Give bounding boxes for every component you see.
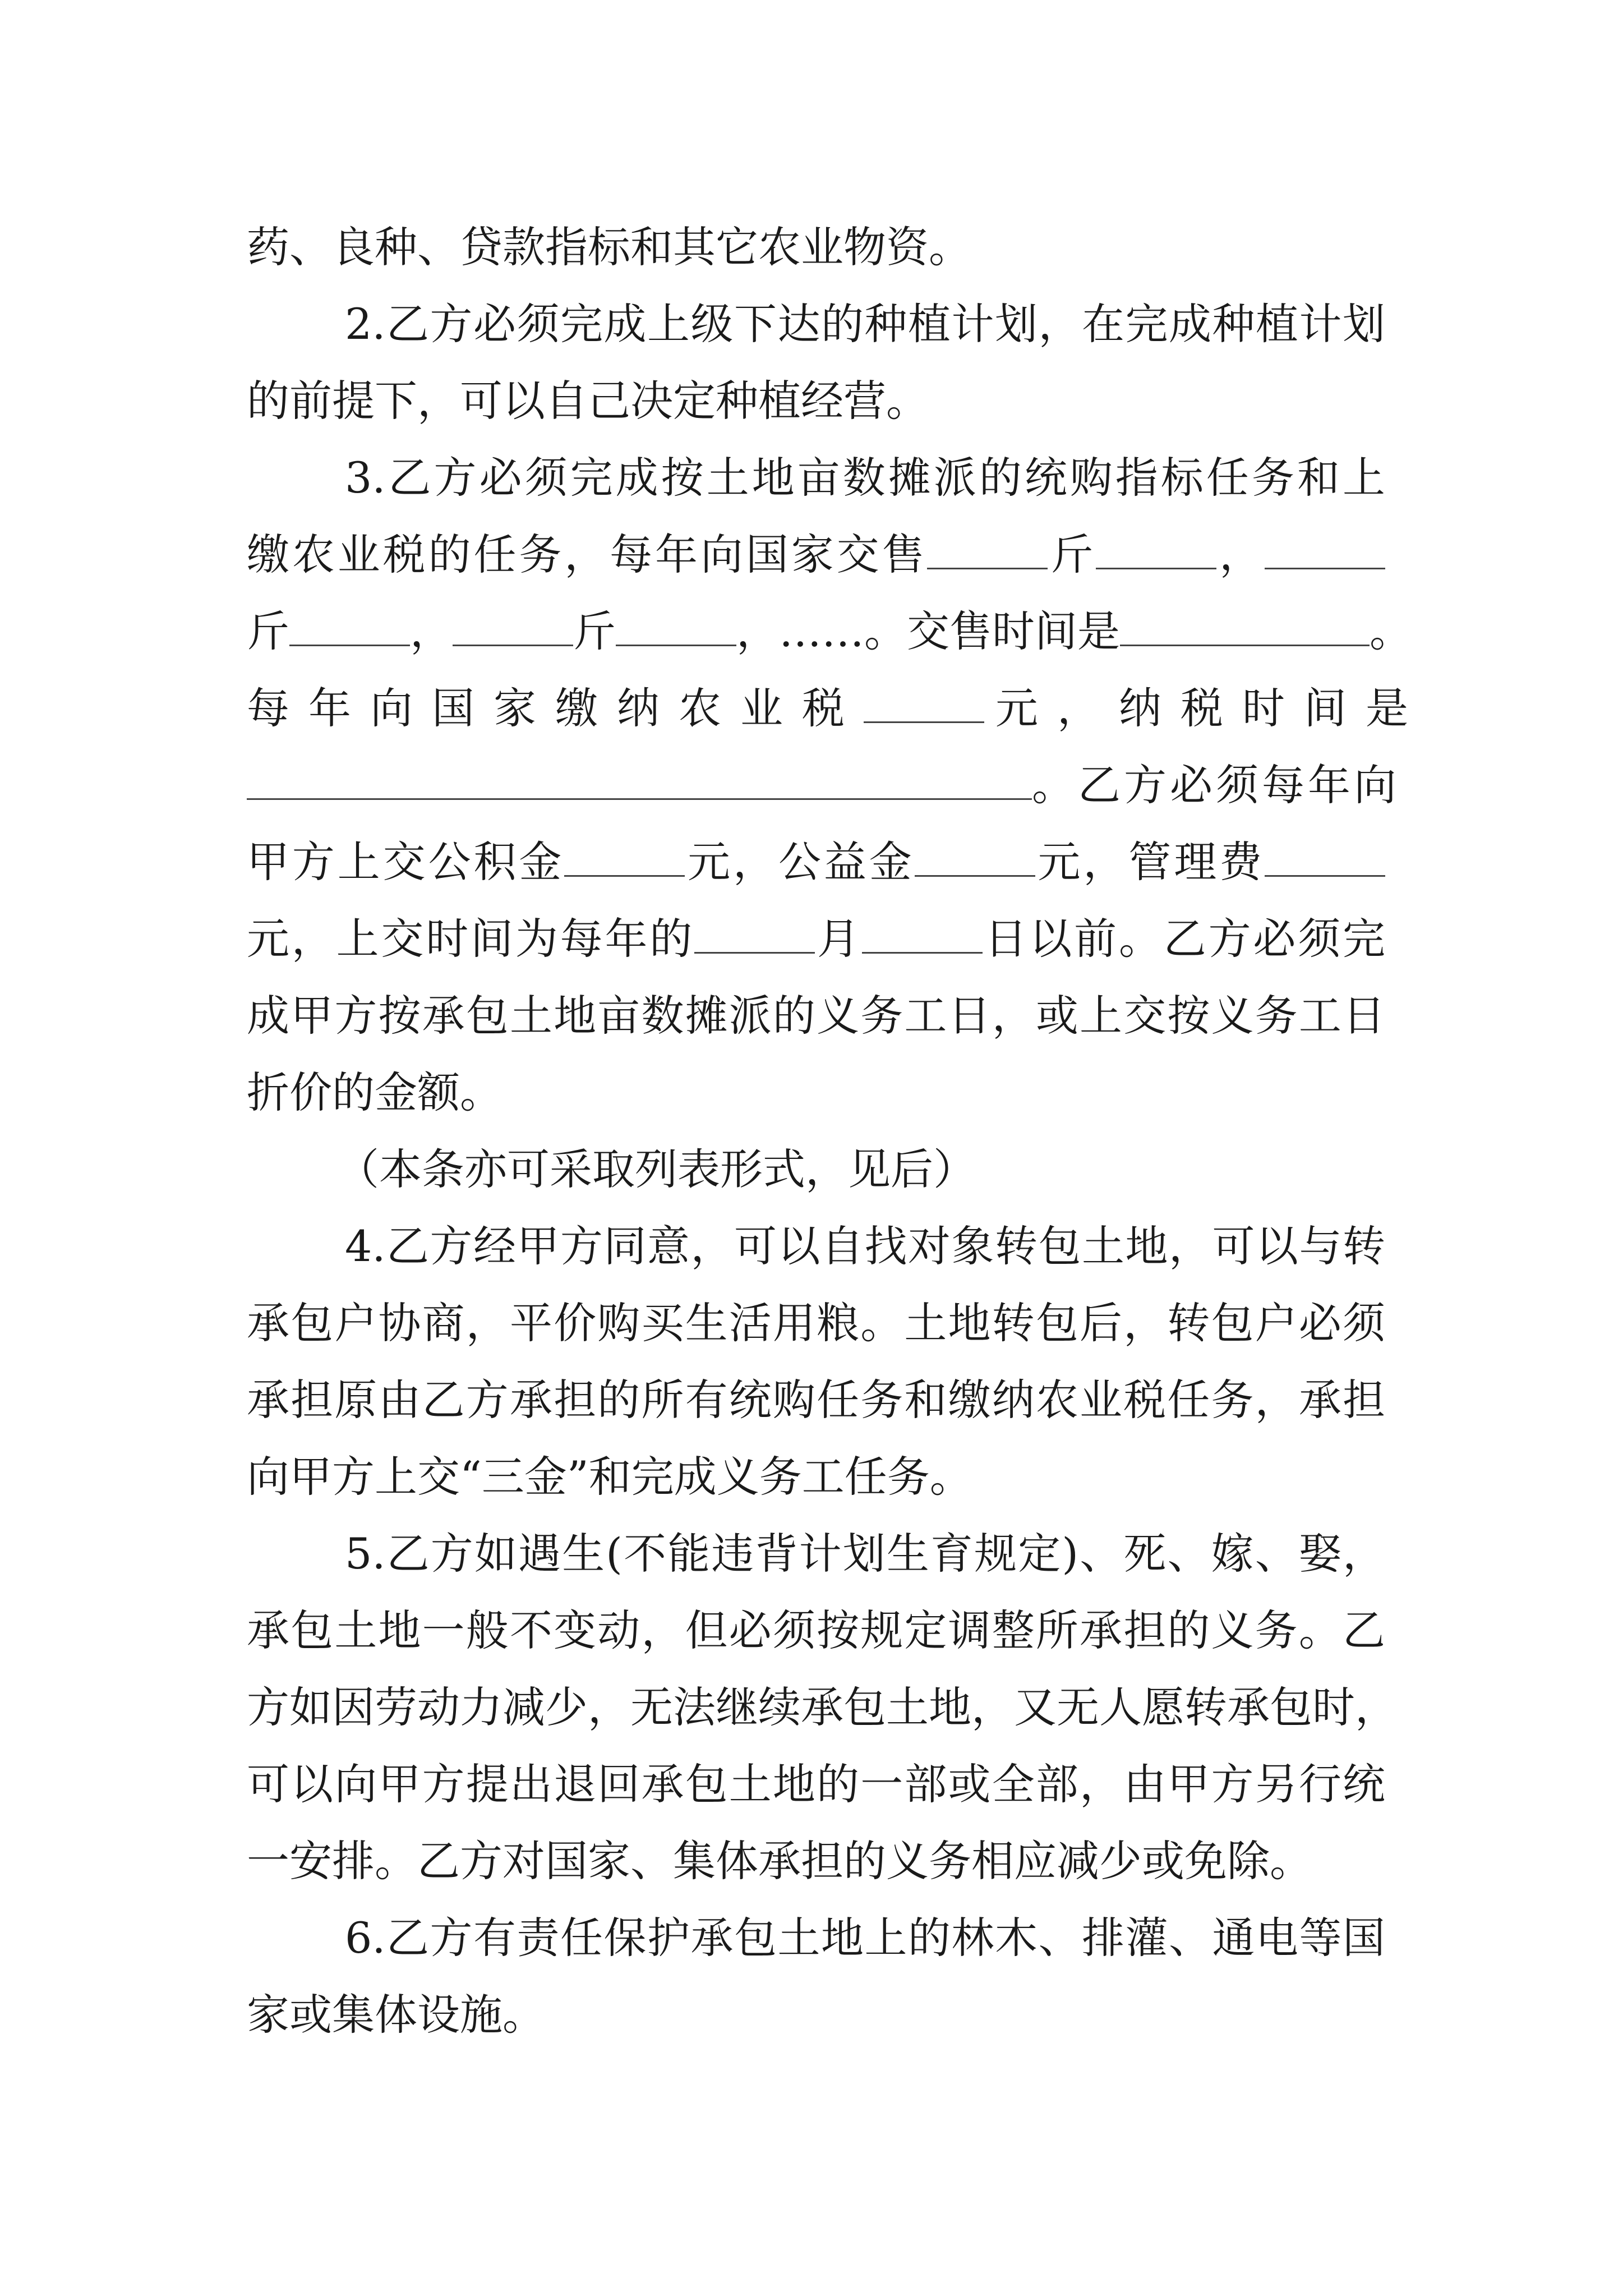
blank-field xyxy=(862,915,983,954)
para5-line3: 方如因劳动力减少，无法继续承包土地，又无人愿转承包时， xyxy=(247,1682,1398,1732)
text-segment: 。 xyxy=(1370,606,1412,656)
blank-field xyxy=(247,761,1032,800)
blank-field xyxy=(1096,531,1216,569)
text-segment: 斤 xyxy=(247,606,289,656)
para6-line2: 家或集体设施。 xyxy=(247,1990,545,2040)
para4-line2: 承包户协商，平价购买生活用粮。土地转包后，转包户必须 xyxy=(247,1298,1385,1348)
blank-field xyxy=(1120,608,1370,646)
para5-line5: 一安排。乙方对国家、集体承担的义务相应减少或免除。 xyxy=(247,1836,1312,1886)
blank-field xyxy=(1265,531,1385,569)
text-segment: ， xyxy=(1216,530,1265,579)
blank-field xyxy=(453,608,573,646)
text-segment: 斤 xyxy=(573,606,616,656)
note-line: （本条亦可采取列表形式，见后） xyxy=(336,1144,976,1194)
blank-field xyxy=(289,608,410,646)
para6-line1: 6.乙方有责任保护承包土地上的林木、排灌、通电等国 xyxy=(345,1913,1385,1963)
text-segment: ，……。交售时间是 xyxy=(736,606,1120,656)
blank-field xyxy=(564,838,685,877)
text-segment: 元，上交时间为每年的 xyxy=(247,914,695,964)
para4-line3: 承担原由乙方承担的所有统购任务和缴纳农业税任务，承担 xyxy=(247,1375,1385,1425)
text-segment: 每年向国家缴纳农业税 xyxy=(247,683,864,733)
para2-line1: 2.乙方必须完成上级下达的种植计划，在完成种植计划 xyxy=(345,299,1385,349)
text-segment: 元，纳税时间是 xyxy=(995,683,1427,733)
para2-line2: 的前提下，可以自己决定种植经营。 xyxy=(247,376,929,426)
para4-line4: 向甲方上交“三金”和完成义务工任务。 xyxy=(247,1452,972,1502)
para3-line3 xyxy=(247,593,1412,670)
blank-field xyxy=(1265,838,1385,877)
blank-field xyxy=(915,838,1035,877)
para3-line4 xyxy=(247,670,1427,747)
para3-line7 xyxy=(247,900,1385,977)
para4-line1: 4.乙方经甲方同意，可以自找对象转包土地，可以与转 xyxy=(345,1221,1385,1271)
document-page xyxy=(247,209,1427,2053)
text-segment: 日以前。乙方必须完 xyxy=(982,914,1386,964)
text-segment: ， xyxy=(410,606,453,656)
para5-line4: 可以向甲方提出退回承包土地的一部或全部，由甲方另行统 xyxy=(247,1759,1385,1809)
text-segment: 月 xyxy=(815,914,862,964)
para3-line2 xyxy=(247,516,1385,593)
para3-line6 xyxy=(247,823,1385,900)
para5-line2: 承包土地一般不变动，但必须按规定调整所承担的义务。乙 xyxy=(247,1605,1385,1655)
blank-field xyxy=(864,684,984,723)
text-segment: 元，公益金 xyxy=(685,837,915,887)
para1-line1: 药、良种、贷款指标和其它农业物资。 xyxy=(247,222,971,272)
text-segment: 。乙方必须每年向 xyxy=(1032,760,1400,810)
text-segment: 元，管理费 xyxy=(1035,837,1265,887)
text-segment: 斤 xyxy=(1048,530,1096,579)
para5-line1: 5.乙方如遇生(不能违背计划生育规定)、死、嫁、娶， xyxy=(345,1529,1385,1579)
blank-field xyxy=(694,915,815,954)
para3-line5 xyxy=(247,747,1400,823)
text-segment: 甲方上交公积金 xyxy=(247,837,565,887)
blank-field xyxy=(616,608,736,646)
para3-line8: 成甲方按承包土地亩数摊派的义务工日，或上交按义务工日 xyxy=(247,991,1385,1041)
para3-line9: 折价的金额。 xyxy=(247,1068,502,1117)
text-segment: 缴农业税的任务，每年向国家交售 xyxy=(247,530,928,579)
blank-field xyxy=(927,531,1048,569)
para3-line1: 3.乙方必须完成按土地亩数摊派的统购指标任务和上 xyxy=(345,453,1385,503)
